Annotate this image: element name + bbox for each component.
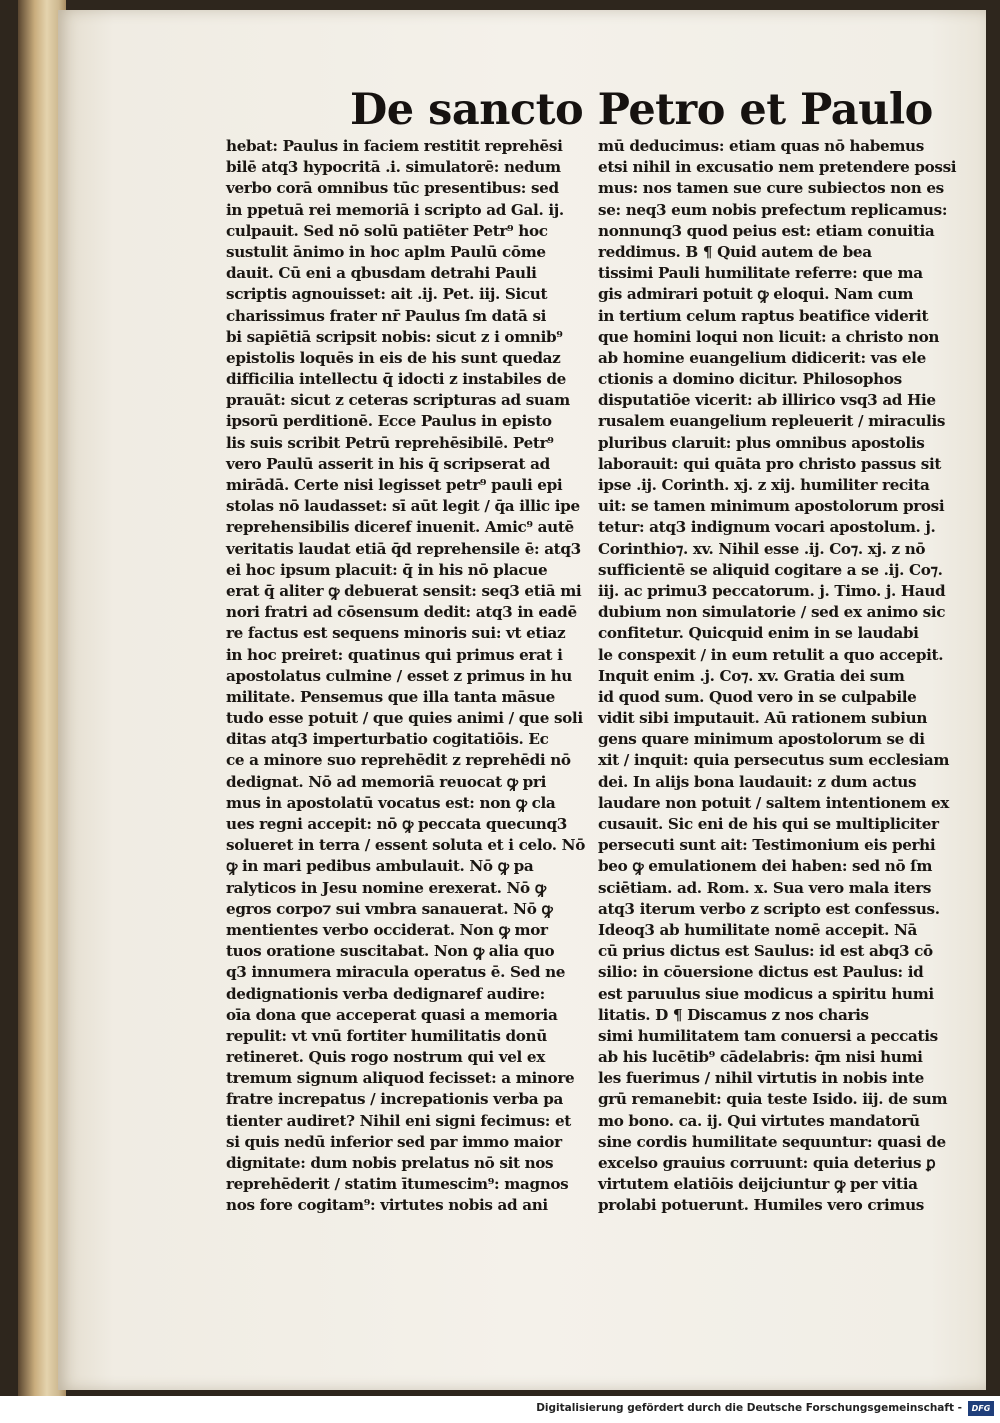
text-line: virtutem elatiōis deijciuntur ꝙ per vitia [598, 1175, 918, 1194]
text-line: mo bono. ca. ij. Qui virtutes mandatorū [598, 1111, 920, 1130]
text-column-right [598, 136, 960, 1215]
text-line: laudare non potuit / saltem intentionem ex [598, 793, 950, 812]
text-line: le conspexit / in eum retulit a quo accepit. [598, 645, 944, 664]
text-line: difficilia intellectu q̄ idocti z instabiles de [226, 370, 566, 389]
text-line: si quis nedū inferior sed par immo maior [226, 1132, 562, 1151]
text-line: atq3 iterum verbo z scripto est confessus. [598, 899, 940, 918]
text-line: prauāt: sicut z ceteras scripturas ad suam [226, 391, 570, 410]
text-line: in tertium celum raptus beatifice viderit [598, 306, 929, 325]
text-line: ab his lucētib⁹ cādelabris: q̄m nisi humi [598, 1048, 923, 1067]
text-line: bi sapiētiā scripsit nobis: sicut z i omnib⁹ [226, 327, 563, 346]
text-line: prolabi potuerunt. Humiles vero crimus [598, 1196, 924, 1215]
text-line: ralyticos in Jesu nomine erexerat. Nō ꝙ [226, 878, 546, 897]
text-line: scriptis agnouisset: ait .ij. Pet. iij. Sicut [226, 285, 548, 304]
text-line: ipse .ij. Corinth. xj. z xij. humiliter recita [598, 476, 930, 494]
text-line: Inquit enim .j. Co⁊. xv. Gratia dei sum [598, 666, 905, 685]
text-line: les fuerimus / nihil virtutis in nobis inte [598, 1069, 924, 1088]
text-line: persecuti sunt ait: Testimonium eis perhi [598, 836, 936, 855]
text-line: gis admirari potuit ꝙ eloqui. Nam cum [598, 285, 914, 304]
text-line: sufficientē se aliquid cogitare a se .ij. Co⁊. [598, 560, 943, 579]
text-line: repulit: vt vnū fortiter humilitatis donū [226, 1026, 547, 1045]
text-line: tuos oratione suscitabat. Non ꝙ alia quo [226, 942, 555, 961]
text-line: charissimus frater nr̄ Paulus ſm datā si [226, 306, 547, 325]
text-line: nori fratri ad cōsensum dedit: atq3 in eadē [226, 603, 577, 622]
text-line: q3 innumera miracula operatus ē. Sed ne [226, 963, 566, 982]
text-line: cū prius dictus est Saulus: id est abq3 cō [598, 942, 933, 961]
text-line: dauit. Cū eni a qbusdam detrahi Pauli [226, 264, 537, 283]
text-line: reprehensibilis diceref inuenit. Amic⁹ autē [226, 518, 574, 537]
text-line: culpauit. Sed nō solū patiēter Petr⁹ hoc [226, 221, 548, 240]
text-line: se: neq3 eum nobis prefectum replicamus: [598, 200, 948, 219]
text-line: stolas nō laudasset: sī aūt legit / q̄a illic ipe [226, 497, 580, 516]
text-line: ab homine euangelium didicerit: vas ele [598, 348, 926, 367]
text-line: silio: in cōuersione dictus est Paulus: id [598, 963, 924, 982]
text-line: ipsorū perditionē. Ecce Paulus in episto [226, 412, 552, 431]
text-line: verbo corā omnibus tūc presentibus: sed [226, 179, 559, 198]
text-line: ctionis a domino dicitur. Philosophos [598, 370, 902, 389]
text-line: bilē atq3 hypocritā .i. simulatorē: nedum [226, 158, 561, 177]
dfg-logo-icon: DFG [968, 1401, 994, 1416]
text-line: dei. In alijs bona laudauit: z dum actus [598, 772, 917, 791]
text-line: ues regni accepit: nō ꝙ peccata quecunq3 [226, 815, 567, 833]
text-line: tissimi Pauli humilitate referre: que ma [598, 264, 923, 283]
text-line: sustulit ānimo in hoc aplm Paulū cōme [226, 242, 546, 261]
text-line: confitetur. Quicquid enim in se laudabi [598, 624, 919, 643]
text-line: lis suis scribit Petrū reprehēsibilē. Petr⁹ [226, 433, 554, 452]
text-line: in ppetuā rei memoriā i scripto ad Gal. ij. [226, 200, 564, 219]
text-line: iij. ac primu3 peccatorum. j. Timo. j. Haud [598, 581, 946, 600]
footer-bar [0, 1396, 1000, 1423]
text-line: est paruulus siue modicus a spiritu humi [598, 984, 934, 1003]
text-line: litatis. D ¶ Discamus z nos charis [598, 1005, 869, 1024]
text-line: Corinthio⁊. xv. Nihil esse .ij. Co⁊. xj. z nō [598, 539, 926, 558]
text-line: oīa dona que acceperat quasi a memoria [226, 1005, 558, 1024]
text-line: gens quare minimum apostolorum se di [598, 730, 925, 749]
text-line: epistolis loquēs in eis de his sunt quedaz [226, 348, 561, 367]
text-line: egros corpo⁊ sui vmbra sanauerat. Nō ꝙ [226, 899, 553, 918]
text-line: vero Paulū asserit in his q̄ scripserat ad [226, 454, 550, 473]
funding-credit: Digitalisierung gefördert durch die Deutsche Forschungsgemeinschaft - [536, 1402, 962, 1414]
text-line: dedignationis verba dedignaref audire: [226, 984, 545, 1003]
text-line: veritatis laudat etiā q̄d reprehensile ē: atq3 [226, 539, 581, 558]
text-line: re factus est sequens minoris sui: vt etiaz [226, 624, 566, 643]
text-line: sine cordis humilitate sequuntur: quasi de [598, 1132, 946, 1151]
text-line: ꝙ in mari pedibus ambulauit. Nō ꝙ pa [226, 857, 534, 876]
text-line: nonnunq3 quod peius est: etiam conuitia [598, 221, 935, 240]
text-line: mū deducimus: etiam quas nō habemus [598, 137, 924, 155]
text-line: in hoc preiret: quatinus qui primus erat i [226, 645, 563, 664]
text-line: beo ꝙ emulationem dei haben: sed nō ſm [598, 857, 933, 876]
text-line: vidit sibi imputauit. Aū rationem subiun [598, 709, 928, 728]
text-line: hebat: Paulus in faciem restitit reprehēsi [226, 137, 563, 155]
text-line: nos fore cogitam⁹: virtutes nobis ad ani [226, 1196, 548, 1215]
text-line: dubium non simulatorie / sed ex animo sic [598, 603, 946, 622]
text-line: mentientes verbo occiderat. Non ꝙ mor [226, 920, 548, 939]
text-line: ce a minore suo reprehēdit z reprehēdi nō [226, 751, 571, 770]
text-line: tudo esse potuit / que quies animi / que soli [226, 709, 583, 728]
text-column-left [226, 136, 585, 1215]
text-line: mus: nos tamen sue cure subiectos non es [598, 179, 944, 198]
text-line: solueret in terra / essent soluta et i celo. Nō [226, 836, 585, 855]
text-line: etsi nihil in excusatio nem pretendere possi [598, 158, 957, 177]
text-line: fratre increpatus / increpationis verba pa [226, 1090, 564, 1109]
text-line: retineret. Quis rogo nostrum qui vel ex [226, 1048, 545, 1067]
text-line: id quod sum. Quod vero in se culpabile [598, 687, 917, 706]
text-line: dedignat. Nō ad memoriā reuocat ꝙ pri [226, 772, 547, 791]
text-line: erat q̄ aliter ꝙ debuerat sensit: seq3 etiā mi [226, 581, 582, 600]
text-line: tienter audiret? Nihil eni signi fecimus: et [226, 1111, 571, 1130]
text-line: grū remanebit: quia teste Isido. iij. de sum [598, 1090, 948, 1109]
text-line: ei hoc ipsum placuit: q̄ in his nō placue [226, 560, 548, 579]
text-line: militate. Pensemus que illa tanta māsue [226, 687, 555, 706]
text-line: disputatiōe vicerit: ab illirico vsq3 ad Hie [598, 391, 936, 410]
text-line: dignitate: dum nobis prelatus nō sit nos [226, 1154, 554, 1172]
text-line: reddimus. B ¶ Quid autem de bea [598, 242, 872, 261]
text-line: laborauit: qui quāta pro christo passus sit [598, 454, 942, 473]
text-line: rusalem euangelium repleuerit / miraculis [598, 412, 946, 431]
text-line: mus in apostolatū vocatus est: non ꝙ cla [226, 793, 556, 812]
text-line: pluribus claruit: plus omnibus apostolis [598, 433, 925, 452]
text-line: tetur: atq3 indignum vocari apostolum. j. [598, 518, 936, 537]
text-line: mirādā. Certe nisi legisset petr⁹ pauli epi [226, 476, 563, 494]
text-line: simi humilitatem tam conuersi a peccatis [598, 1026, 938, 1045]
text-line: apostolatus culmine / esset z primus in hu [226, 666, 572, 685]
text-line: uit: se tamen minimum apostolorum prosi [598, 497, 945, 516]
text-line: excelso grauius corruunt: quia deterius ꝑ [598, 1154, 936, 1172]
running-head: De sancto Petro et Paulo [350, 85, 933, 135]
text-line: Ideoq3 ab humilitate nomē accepit. Nā [598, 920, 917, 939]
text-line: tremum signum aliquod fecisset: a minore [226, 1069, 575, 1088]
text-line: xit / inquit: quia persecutus sum ecclesiam [598, 751, 950, 770]
text-line: sciētiam. ad. Rom. x. Sua vero mala iters [598, 878, 932, 897]
text-line: cusauit. Sic eni de his qui se multipliciter [598, 815, 939, 833]
text-line: que homini loqui non licuit: a christo non [598, 327, 940, 346]
text-line: reprehēderit / statim ītumescim⁹: magnos [226, 1175, 569, 1194]
text-line: ditas atq3 imperturbatio cogitatiōis. Ec [226, 730, 549, 749]
